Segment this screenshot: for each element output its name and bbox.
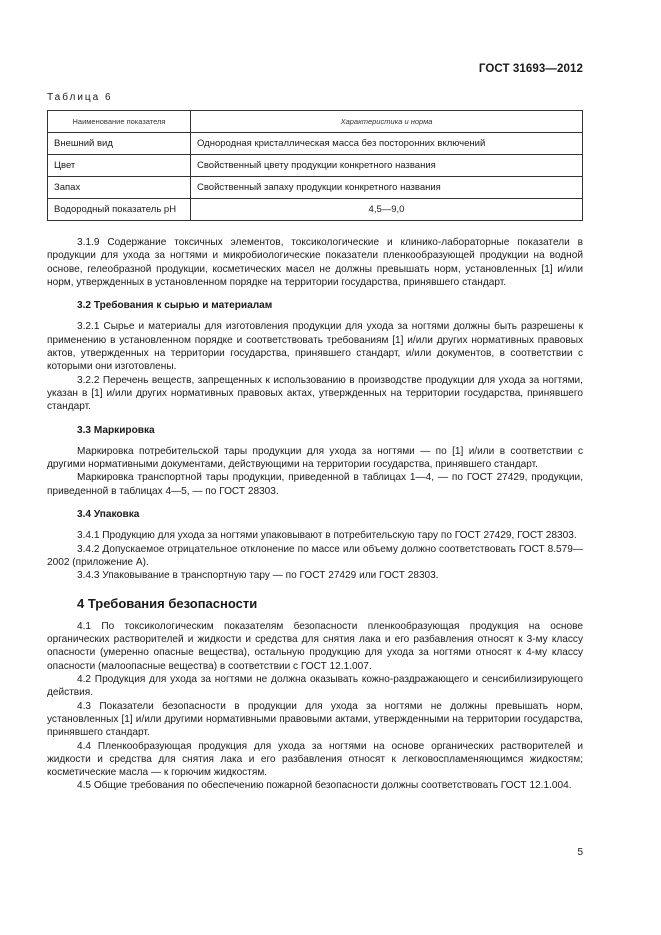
paragraph: 3.4.2 Допускаемое отрицательное отклонение по массе или объему должно соответствовать ГОСТ 8.579—2002 (приложение А). bbox=[47, 543, 583, 568]
page-number: 5 bbox=[577, 847, 583, 858]
paragraph: 4.4 Пленкообразующая продукция для ухода за ногтями на основе органических растворителей и жидкости и средства для снятия лака и его разбавления относят к легковоспламеняющимся жидкостям; косметические масла — к горючим жидкостям. bbox=[47, 740, 583, 779]
paragraph: 3.4.3 Упаковывание в транспортную тару — по ГОСТ 27429 или ГОСТ 28303. bbox=[77, 570, 439, 582]
paragraph: 4.3 Показатели безопасности в продукции для ухода за ногтями не должны превышать норм, установленных [1] и/или другими нормативными правовыми актами, утвержденными на территории государства, принявшего стандарт. bbox=[47, 700, 583, 739]
table-row bbox=[48, 155, 583, 177]
document-body bbox=[47, 236, 583, 793]
paragraph: 3.4.1 Продукцию для ухода за ногтями упаковывают в потребительскую тару по ГОСТ 27429, ГОСТ 28303. bbox=[77, 530, 577, 542]
paragraph: 3.2.1 Сырье и материалы для изготовления продукции для ухода за ногтями должны быть разрешены к применению в установленном порядке и соответствовать требованиям [1] и/или других нормативных правовых актов, утвержденных на территории государства, принявшего стандарт, и/или документов, в соответствии с которыми они изготовлены. bbox=[47, 321, 583, 373]
paragraph: Маркировка потребительской тары продукции для ухода за ногтями — по [1] и/или в соответствии с другими нормативными документами, действующими на территории государства, принявшего стандарт. bbox=[47, 445, 583, 471]
section-heading: 3.3 Маркировка bbox=[77, 424, 155, 436]
table-cell: 4,5—9,0 bbox=[191, 199, 583, 221]
paragraph: 4.5 Общие требования по обеспечению пожарной безопасности должны соответствовать ГОСТ 12.1.004. bbox=[77, 780, 572, 792]
table-header-cell: Наименование показателя bbox=[48, 111, 191, 133]
table-cell: Свойственный цвету продукции конкретного названия bbox=[191, 155, 583, 177]
paragraph: 4.1 По токсикологическим показателям безопасности пленкообразующая продукция на основе органических растворителей и жидкости и средства для снятия лака и его разбавления относят к 3-му классу опасности (умеренно опасные вещества), остальную продукцию для ухода за ногтями относят к 4-му классу опасности (малоопасные вещества) в соответствии с ГОСТ 12.1.007. bbox=[47, 620, 583, 672]
table-cell: Однородная кристаллическая масса без посторонних включений bbox=[191, 133, 583, 155]
standard-code: ГОСТ 31693—2012 bbox=[478, 63, 583, 75]
table-cell: Водородный показатель pH bbox=[48, 199, 191, 221]
table-cell: Внешний вид bbox=[48, 133, 191, 155]
paragraph: 3.2.2 Перечень веществ, запрещенных к использованию в производстве продукции для ухода за ногтями, указан в [1] и/или других нормативных правовых актах, утвержденных на территории государства, принявшего стандарт. bbox=[47, 374, 583, 413]
table-header-cell: Характеристика и норма bbox=[191, 111, 583, 133]
table-row bbox=[48, 177, 583, 199]
table-cell: Свойственный запаху продукции конкретного названия bbox=[191, 177, 583, 199]
table-header-row bbox=[48, 111, 583, 133]
paragraph: 3.1.9 Содержание токсичных элементов, токсикологические и клинико-лабораторные показатели в продукции для ухода за ногтями и микробиологические показатели пленкообразующей продукции на водной основе, гелеобразной продукции, косметических масел не должны превышать норм, установленных [1] и/или норм, утвержденных в установленном порядке на территории государства, принявшего стандарт. bbox=[47, 237, 583, 288]
table-cell: Цвет bbox=[48, 155, 191, 177]
paragraph: 4.2 Продукция для ухода за ногтями не должна оказывать кожно-раздражающего и сенсибилизирующего действия. bbox=[47, 674, 583, 699]
table-row bbox=[48, 199, 583, 221]
section-heading: 3.2 Требования к сырью и материалам bbox=[77, 300, 273, 312]
section-heading: 3.4 Упаковка bbox=[77, 509, 140, 521]
table-title: Таблица 6 bbox=[47, 92, 113, 103]
paragraph: Маркировка транспортной тары продукции, приведенной в таблицах 1—4, — по ГОСТ 27429, продукции, приведенной в таблицах 4—5, — по ГОСТ 28303. bbox=[47, 472, 583, 497]
table-cell: Запах bbox=[48, 177, 191, 199]
spec-table bbox=[47, 110, 583, 221]
chapter-heading: 4 Требования безопасности bbox=[77, 595, 258, 611]
table-row bbox=[48, 133, 583, 155]
